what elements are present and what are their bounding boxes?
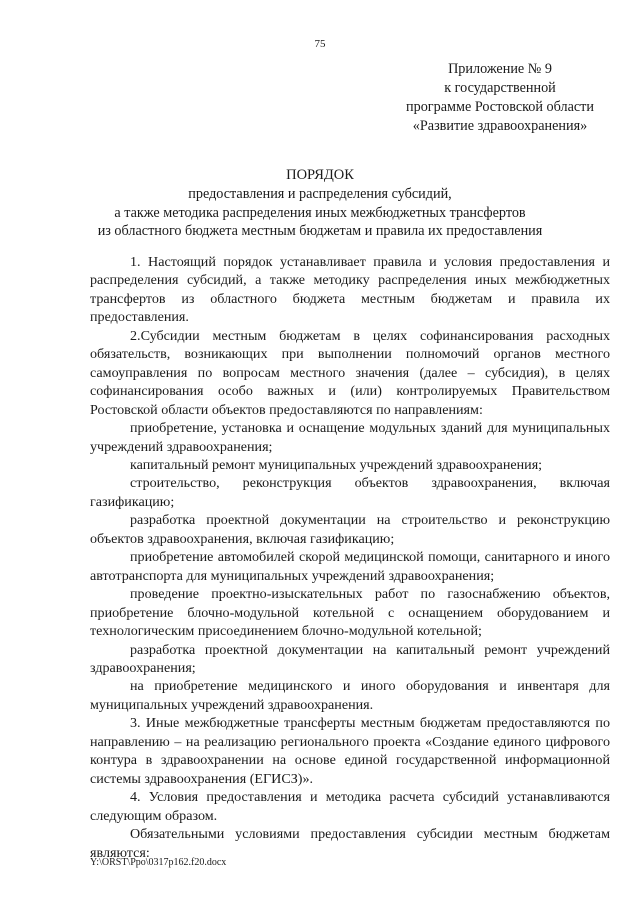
document-body	[90, 253, 610, 862]
footer-file-path: Y:\ORST\Ppo\0317p162.f20.docx	[90, 857, 227, 868]
subtitle-line: из областного бюджета местным бюджетам и правила их предоставления	[97, 223, 543, 239]
appendix-line: «Развитие здравоохранения»	[412, 118, 588, 134]
list-item-gas-supply: проведение проектно-изыскательных работ по газоснабжению объектов, приобретение блочно-модульной котельной с оснащением оборудованием и технологическим присоединением блочно-модульной котельной;	[90, 586, 610, 640]
list-item-modular-buildings: приобретение, установка и оснащение модульных зданий для муниципальных учреждений здравоохранения;	[90, 420, 610, 455]
subtitle-line: предоставления и распределения субсидий,	[188, 186, 452, 202]
list-item-design-documentation: разработка проектной документации на строительство и реконструкцию объектов здравоохранения, включая газификацию;	[90, 512, 610, 547]
document-title: ПОРЯДОК	[286, 167, 354, 183]
appendix-line: программе Ростовской области	[406, 99, 594, 115]
paragraph-2: 2.Субсидии местным бюджетам в целях софинансирования расходных обязательств, возникающих при выполнении полномочий органов местного самоуправления по вопросам местного значения (далее – субсидия), в целях софинансирования особо важных и (или) контролируемых Правительством Ростовской области объектов предоставляются по направлениям:	[90, 327, 610, 418]
appendix-line: Приложение № 9	[448, 61, 552, 77]
list-item-capital-repair: капитальный ремонт муниципальных учреждений здравоохранения;	[130, 456, 543, 473]
paragraph-1: 1. Настоящий порядок устанавливает правила и условия предоставления и распределения субсидий, а также методику распределения иных межбюджетных трансфертов из областного бюджета местным бюджетам и правила их предоставления.	[90, 254, 610, 326]
list-item-repair-documentation: разработка проектной документации на капитальный ремонт учреждений здравоохранения;	[90, 641, 610, 676]
subtitle-line: а также методика распределения иных межбюджетных трансфертов	[114, 204, 526, 221]
document-subtitle	[0, 185, 640, 241]
page-number: 75	[314, 38, 326, 50]
paragraph-3: 3. Иные межбюджетные трансферты местным бюджетам предоставляются по направлению – на реализацию регионального проекта «Создание единого цифрового контура в здравоохранении на основе единой государственной информационной системы здравоохранения (ЕГИСЗ)».	[90, 715, 610, 787]
appendix-header	[390, 60, 610, 136]
list-item-medical-equipment: на приобретение медицинского и иного оборудования и инвентаря для муниципальных учреждений здравоохранения.	[90, 678, 610, 713]
list-item-ambulances: приобретение автомобилей скорой медицинской помощи, санитарного и иного автотранспорта для муниципальных учреждений здравоохранения;	[90, 549, 610, 584]
paragraph-4: 4. Условия предоставления и методика расчета субсидий устанавливаются следующим образом.	[90, 789, 610, 824]
appendix-line: к государственной	[444, 80, 556, 96]
list-item-construction: строительство, реконструкция объектов здравоохранения, включая газификацию;	[90, 475, 610, 510]
paragraph-conditions: Обязательными условиями предоставления субсидии местным бюджетам являются:	[90, 826, 610, 861]
